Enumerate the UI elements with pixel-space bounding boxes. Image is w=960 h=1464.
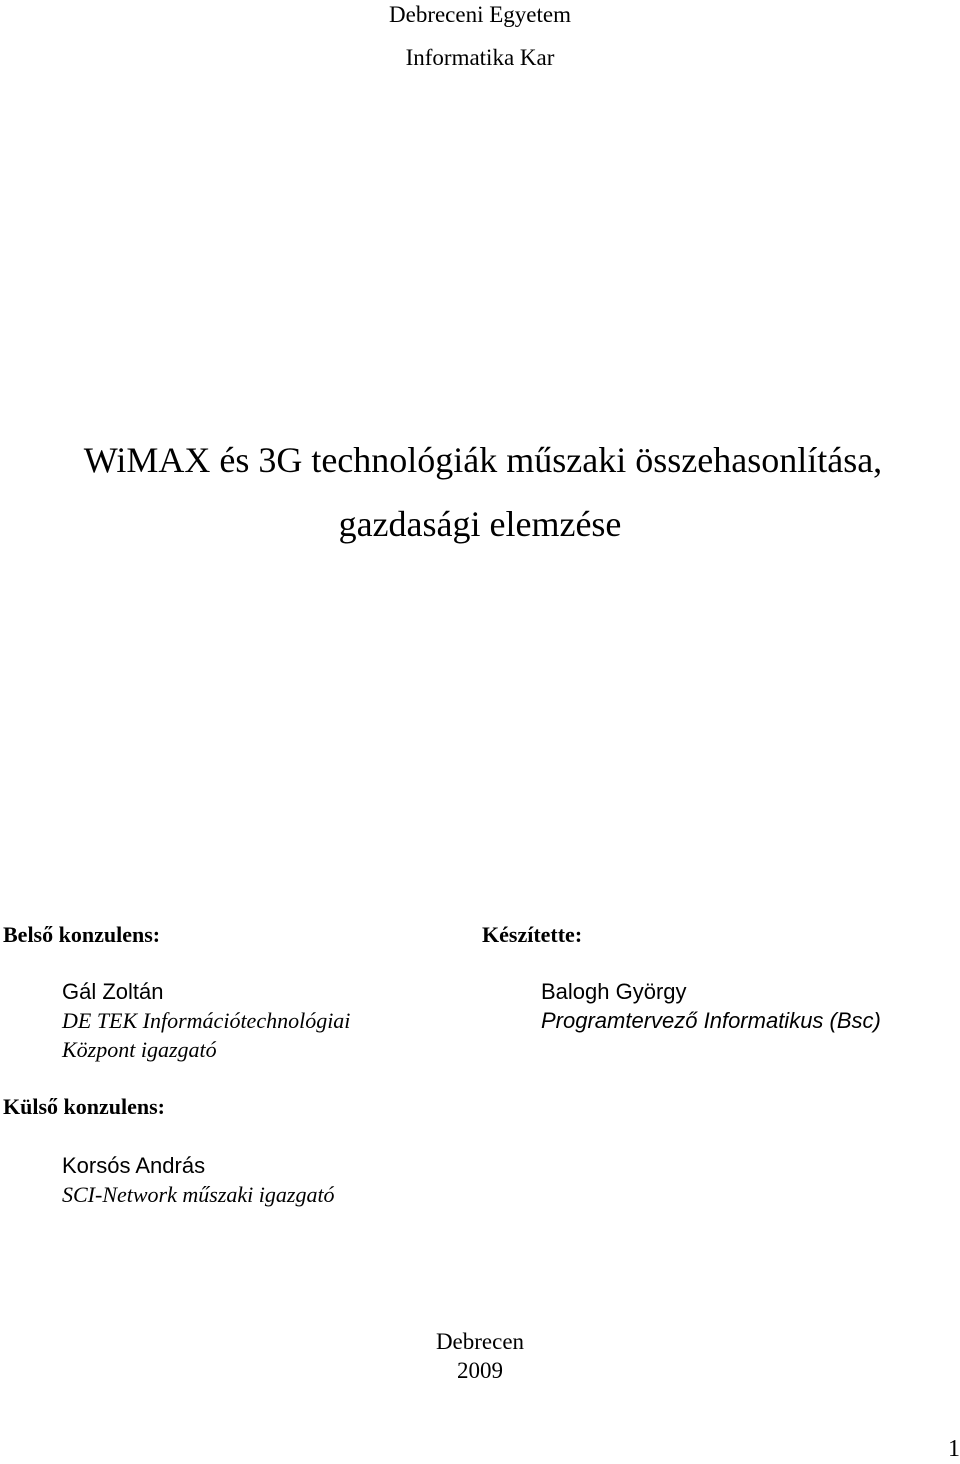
year: 2009 — [457, 1358, 503, 1383]
university-name: Debreceni Egyetem — [389, 2, 571, 27]
external-advisor-role: SCI-Network műszaki igazgató — [62, 1182, 335, 1207]
author-heading: Készítette: — [482, 922, 583, 947]
faculty-name: Informatika Kar — [405, 45, 555, 70]
thesis-title-line-1: WiMAX és 3G technológiák műszaki összehasonlítása, — [83, 440, 883, 480]
page-number: 1 — [948, 1436, 960, 1462]
internal-advisor-role-line-2: Központ igazgató — [62, 1037, 217, 1062]
external-advisor-heading: Külső konzulens: — [3, 1094, 165, 1119]
internal-advisor-heading: Belső konzulens: — [3, 922, 161, 947]
author-program: Programtervező Informatikus (Bsc) — [541, 1008, 881, 1033]
internal-advisor-name: Gál Zoltán — [62, 979, 164, 1004]
city: Debrecen — [435, 1329, 525, 1354]
internal-advisor-role-line-1: DE TEK Információtechnológiai — [62, 1008, 351, 1033]
author-name: Balogh György — [541, 979, 687, 1004]
external-advisor-name: Korsós András — [62, 1153, 206, 1178]
thesis-title-line-2: gazdasági elemzése — [338, 504, 622, 544]
